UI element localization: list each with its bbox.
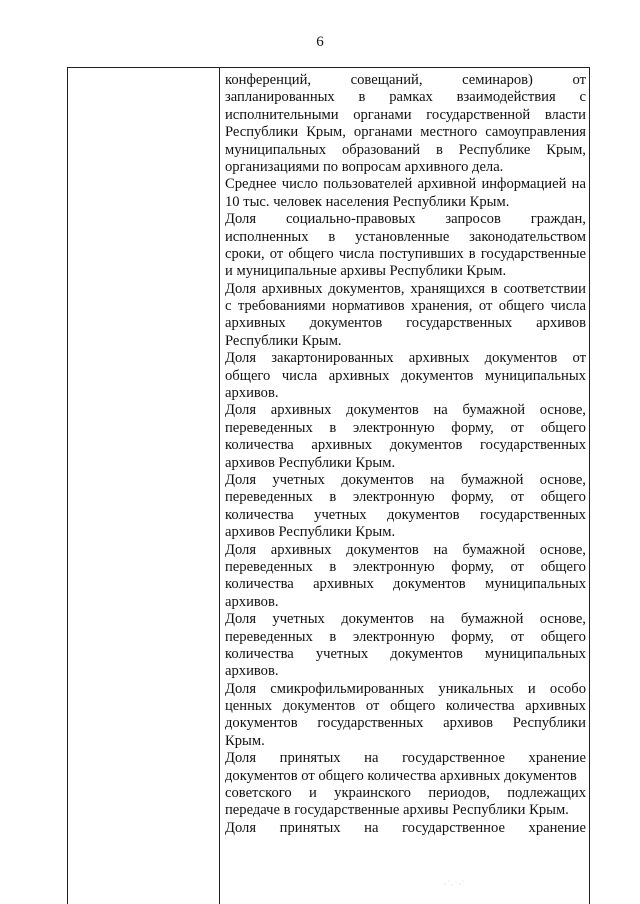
text-line xyxy=(225,437,586,454)
word: государственное xyxy=(402,750,505,767)
word: принятых xyxy=(279,750,341,767)
word: взаимодействия xyxy=(456,89,556,106)
text-line xyxy=(225,472,586,489)
word: бумажной xyxy=(462,541,526,558)
text-line xyxy=(225,350,586,367)
word: установленные xyxy=(355,228,450,245)
text-line xyxy=(225,246,586,263)
word: числа xyxy=(550,298,586,315)
text-line xyxy=(225,89,586,106)
text-line: 10 тыс. человек населения Республики Крым. xyxy=(225,193,510,210)
word: органами xyxy=(353,124,413,141)
word: учетных xyxy=(272,471,325,488)
word: образований xyxy=(341,141,421,158)
text-line xyxy=(225,698,586,715)
word: семинаров) xyxy=(462,72,533,88)
text-line xyxy=(225,402,586,419)
word: Доля xyxy=(225,211,257,228)
word: в xyxy=(435,141,443,158)
text-line: передаче в государственные архивы Республики Крым. xyxy=(225,802,569,819)
word: форму, xyxy=(451,489,494,506)
word: советского xyxy=(225,785,292,802)
word: количества xyxy=(225,576,294,593)
word: Республике xyxy=(458,141,531,158)
word: муниципальных xyxy=(484,576,586,593)
word: учетных xyxy=(272,611,325,628)
word: исполненных xyxy=(225,228,309,245)
word: власти xyxy=(544,106,586,123)
word: документов xyxy=(386,506,460,523)
word: государственное xyxy=(402,819,505,836)
word: на xyxy=(433,541,448,558)
document-table xyxy=(67,67,590,904)
word: числа xyxy=(338,245,375,262)
text-line xyxy=(225,368,586,385)
column-divider xyxy=(219,68,220,904)
word: от xyxy=(510,558,524,575)
word: рамках xyxy=(389,89,433,106)
text-line: архивов. xyxy=(225,663,279,680)
word: социально-правовых xyxy=(285,211,416,228)
word: хранящихся xyxy=(410,280,486,297)
word: Доля xyxy=(225,402,257,419)
word: от xyxy=(572,350,586,367)
word: в xyxy=(490,280,498,297)
word: бумажной xyxy=(460,611,524,628)
word: общего xyxy=(540,489,586,506)
word: Республики xyxy=(512,715,586,732)
text-line xyxy=(225,420,586,437)
text-line xyxy=(225,681,586,698)
word: информацией xyxy=(481,176,567,193)
word: документов xyxy=(400,367,474,384)
word: соответствии xyxy=(503,280,586,297)
text-line xyxy=(225,489,586,506)
word: самоуправления xyxy=(485,124,586,141)
word: на xyxy=(433,402,448,419)
word: документов xyxy=(341,471,414,488)
word: и xyxy=(309,785,317,802)
page-number: 6 xyxy=(316,34,324,50)
word: форму, xyxy=(451,419,494,436)
word: архивов xyxy=(443,715,493,732)
text-line xyxy=(225,176,586,193)
table-right-cell xyxy=(225,72,586,837)
text-line xyxy=(225,629,586,646)
word: от xyxy=(572,72,586,88)
word: нормативов xyxy=(332,298,405,315)
word: электронную xyxy=(352,558,435,575)
text-line: архивов Республики Крым. xyxy=(225,524,396,541)
word: от xyxy=(269,245,284,262)
word: документов xyxy=(393,576,466,593)
text-line: архивов. xyxy=(225,385,279,402)
word: государственных xyxy=(317,715,424,732)
word: государственных xyxy=(406,315,513,332)
text-line xyxy=(225,750,586,767)
text-line xyxy=(225,542,586,559)
word: в xyxy=(468,245,476,262)
word: электронную xyxy=(352,628,435,645)
word: законодательством xyxy=(469,228,586,245)
word: принятых xyxy=(279,819,341,836)
word: общего xyxy=(225,367,271,384)
word: конференций, xyxy=(225,72,312,88)
word: местного xyxy=(420,124,478,141)
word: документов xyxy=(309,315,383,332)
word: граждан, xyxy=(530,211,586,228)
word: архивных xyxy=(311,437,373,454)
word: запланированных xyxy=(225,89,335,106)
word: исполнительными xyxy=(225,106,339,123)
word: основе, xyxy=(539,541,586,558)
word: смикрофильмированных xyxy=(270,680,425,697)
word: количества xyxy=(225,437,294,454)
word: основе, xyxy=(539,611,586,628)
word: общего xyxy=(540,419,586,436)
word: поступивших xyxy=(379,245,464,262)
word: Крым, xyxy=(306,124,346,141)
word: государственных xyxy=(479,437,586,454)
word: Доля xyxy=(225,819,257,836)
word: документов xyxy=(390,645,463,662)
text-line xyxy=(225,211,586,228)
word: органами xyxy=(353,106,412,123)
word: форму, xyxy=(451,628,494,645)
word: с xyxy=(225,298,232,315)
word: архивных xyxy=(408,350,470,367)
word: архивных xyxy=(525,698,586,715)
word: документов xyxy=(389,437,463,454)
word: совещаний, xyxy=(350,72,423,88)
word: в xyxy=(329,558,337,575)
word: на xyxy=(430,611,445,628)
word: архивной xyxy=(417,176,477,193)
word: бумажной xyxy=(460,471,524,488)
word: числа xyxy=(281,367,318,384)
word: Доля xyxy=(225,680,257,697)
word: в xyxy=(358,89,366,106)
word: переведенных xyxy=(225,558,313,575)
word: количества xyxy=(225,645,294,662)
word: государственных xyxy=(479,506,586,523)
word: число xyxy=(281,176,318,193)
word: особо xyxy=(549,680,586,697)
word: хранение xyxy=(528,750,586,767)
word: архивных xyxy=(313,576,374,593)
word: архивных xyxy=(270,402,332,419)
text-line: организациями по вопросам архивного дела. xyxy=(225,158,504,175)
word: в xyxy=(329,628,337,645)
text-line xyxy=(225,820,586,837)
text-line xyxy=(225,785,586,802)
word: в xyxy=(329,489,337,506)
word: основе, xyxy=(539,402,586,419)
word: количества xyxy=(225,506,294,523)
word: Доля xyxy=(225,280,257,297)
word: периодов, xyxy=(428,785,490,802)
word: общего xyxy=(540,558,586,575)
word: электронную xyxy=(352,419,435,436)
word: от xyxy=(365,698,380,715)
text-line xyxy=(225,315,586,332)
text-line xyxy=(225,107,586,124)
word: хранения, xyxy=(411,298,473,315)
word: государственные xyxy=(480,245,586,262)
word: от xyxy=(478,298,493,315)
word: ценных xyxy=(225,698,273,715)
word: общего xyxy=(540,628,586,645)
word: общего xyxy=(288,245,334,262)
word: хранение xyxy=(528,819,586,836)
word: архивов xyxy=(536,315,586,332)
word: архивных xyxy=(225,315,286,332)
word: запросов xyxy=(445,211,501,228)
word: Крым, xyxy=(546,141,586,158)
word: от xyxy=(510,419,524,436)
word: требованиями xyxy=(237,298,326,315)
word: архивных xyxy=(261,280,323,297)
word: переведенных xyxy=(225,628,313,645)
text-line: и муниципальные архивы Республики Крым. xyxy=(225,263,507,280)
text-line xyxy=(225,715,586,732)
text-line xyxy=(225,281,586,298)
word: документов xyxy=(484,350,558,367)
word: Среднее xyxy=(225,176,277,193)
word: основе, xyxy=(539,471,586,488)
text-line: архивов Республики Крым. xyxy=(225,454,396,471)
word: документов xyxy=(341,611,414,628)
word: с xyxy=(579,89,586,106)
word: форму, xyxy=(451,558,494,575)
text-line: документов от общего количества архивных документов xyxy=(225,767,577,784)
word: архивных xyxy=(328,367,390,384)
word: от xyxy=(510,628,524,645)
word: на xyxy=(364,819,379,836)
word: муниципальных xyxy=(484,645,586,662)
text-line xyxy=(225,559,586,576)
text-line: архивов. xyxy=(225,593,279,610)
text-line: Республики Крым. xyxy=(225,332,342,349)
word: учетных xyxy=(314,506,367,523)
word: документов xyxy=(346,541,419,558)
word: сроки, xyxy=(225,245,265,262)
word: документов xyxy=(282,698,356,715)
word: Республики xyxy=(225,124,299,141)
text-line xyxy=(225,576,586,593)
text-line xyxy=(225,229,586,246)
word: переведенных xyxy=(225,489,313,506)
word: общего xyxy=(498,298,545,315)
word: закартонированных xyxy=(271,350,394,367)
text-line xyxy=(225,124,586,141)
table-left-cell xyxy=(68,68,219,904)
word: бумажной xyxy=(462,402,526,419)
word: государственной xyxy=(426,106,531,123)
word: Доля xyxy=(225,541,257,558)
text-line xyxy=(225,142,586,159)
word: в xyxy=(328,228,336,245)
word: Доля xyxy=(225,350,257,367)
word: и xyxy=(527,680,536,697)
word: архивных xyxy=(270,541,332,558)
word: учетных xyxy=(315,645,369,662)
word: Доля xyxy=(225,471,257,488)
word: общего xyxy=(389,698,436,715)
scan-speckle xyxy=(443,878,465,888)
word: Доля xyxy=(225,611,257,628)
word: Доля xyxy=(225,750,257,767)
word: пользователей xyxy=(323,176,413,193)
text-line xyxy=(225,298,586,315)
word: на xyxy=(571,176,586,193)
word: переведенных xyxy=(225,419,313,436)
text-line xyxy=(225,72,586,89)
word: подлежащих xyxy=(507,785,586,802)
word: электронную xyxy=(352,489,435,506)
word: количества xyxy=(445,698,515,715)
word: украинского xyxy=(334,785,411,802)
text-line xyxy=(225,611,586,628)
text-line xyxy=(225,646,586,663)
word: на xyxy=(364,750,379,767)
word: на xyxy=(430,471,445,488)
text-line xyxy=(225,507,586,524)
word: документов, xyxy=(328,280,405,297)
word: в xyxy=(329,419,337,436)
word: уникальных xyxy=(438,680,514,697)
text-line: Крым. xyxy=(225,732,265,749)
word: от xyxy=(510,489,524,506)
word: муниципальных xyxy=(484,367,586,384)
word: документов xyxy=(225,715,298,732)
word: документов xyxy=(346,402,419,419)
word: муниципальных xyxy=(225,141,327,158)
